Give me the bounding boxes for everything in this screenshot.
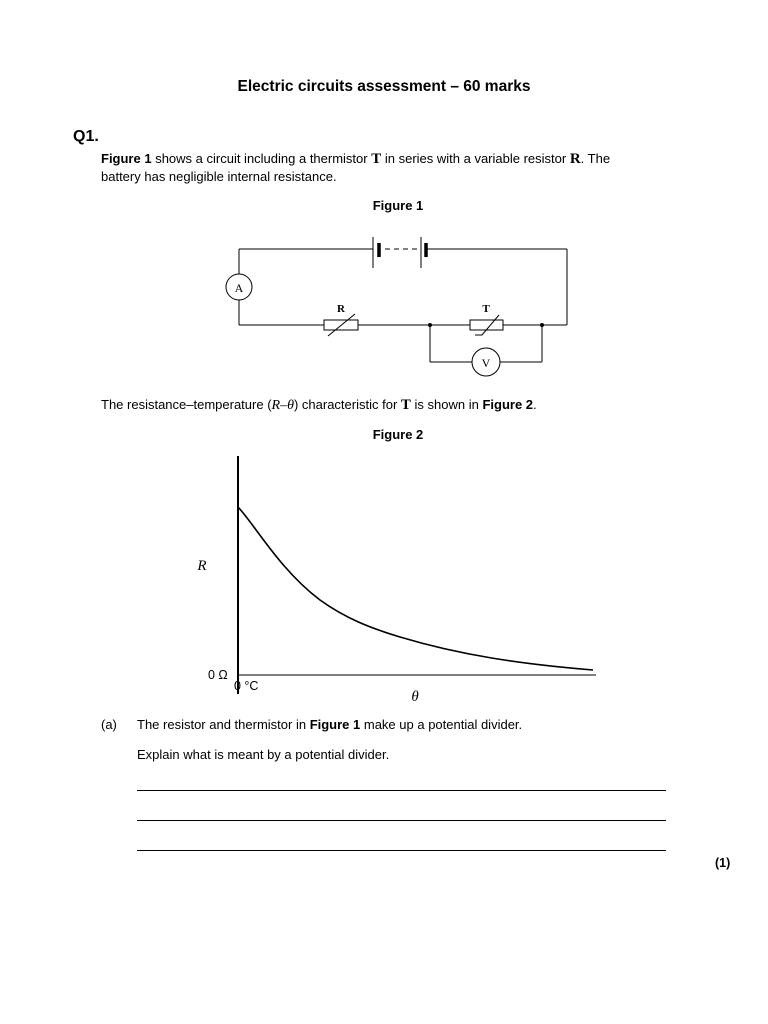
thermistor-icon [470, 320, 503, 330]
answer-line-3[interactable] [137, 850, 666, 851]
resistor-label: R [337, 303, 345, 315]
circuit-diagram [0, 0, 768, 400]
intro-line-2: battery has negligible internal resistance. [101, 169, 337, 184]
char-text-2: ) characteristic for [293, 397, 401, 412]
junction-dot-right [540, 323, 544, 327]
marks-indicator: (1) [715, 856, 731, 870]
char-text-4: . [533, 397, 537, 412]
char-text-3: is shown in [410, 397, 483, 412]
figure-1-caption: Figure 1 [372, 198, 424, 213]
intro-text-3: . The [580, 151, 611, 166]
thermistor-diagonal [475, 315, 499, 335]
variable-resistor-arrow [328, 314, 355, 336]
part-a-figure-reference: Figure 1 [309, 717, 361, 732]
ammeter-label: A [234, 281, 244, 295]
part-a-text-2: make up a potential divider. [360, 717, 523, 732]
figure-2-caption: Figure 2 [372, 427, 424, 442]
voltmeter-label: V [481, 356, 491, 370]
thermistor-characteristic-curve [238, 507, 593, 670]
figure-2-reference: Figure 2 [482, 397, 534, 412]
part-a-text-1: The resistor and thermistor in [137, 717, 310, 732]
graph-x-axis-label: θ [411, 689, 419, 705]
part-a-prompt: Explain what is meant by a potential divider. [137, 747, 390, 762]
figure-1-reference: Figure 1 [101, 151, 152, 166]
resistance-temperature-graph [0, 440, 768, 710]
part-a-label: (a) [101, 717, 117, 732]
answer-line-1[interactable] [137, 790, 666, 791]
question-number: Q1. [73, 128, 99, 145]
intro-text-1: shows a circuit including a thermistor [151, 151, 372, 166]
battery-icon [373, 237, 426, 268]
graph-origin-x-label: 0 °C [234, 679, 259, 693]
thermistor-symbol: T [371, 151, 382, 167]
char-text-1: The resistance–temperature ( [101, 397, 272, 412]
junction-dot-left [428, 323, 432, 327]
graph-y-axis-label: R [197, 558, 207, 574]
thermistor-symbol-2: T [400, 397, 411, 413]
intro-text-2: in series with a variable resistor [381, 151, 570, 166]
thermistor-label: T [482, 303, 490, 315]
answer-line-2[interactable] [137, 820, 666, 821]
graph-origin-y-label: 0 Ω [208, 668, 228, 682]
r-theta-symbol: R–θ [271, 398, 294, 413]
characteristic-sentence [101, 396, 721, 414]
part-a-statement [137, 716, 697, 733]
page-title: Electric circuits assessment – 60 marks [237, 78, 531, 95]
resistor-symbol: R [569, 151, 581, 167]
